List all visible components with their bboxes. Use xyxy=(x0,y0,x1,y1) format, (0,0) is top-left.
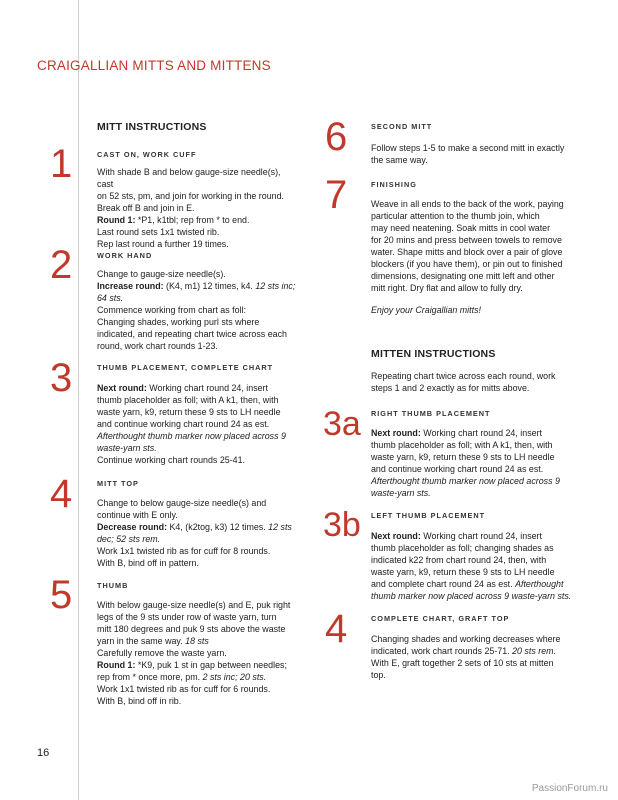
step-body-6: Follow steps 1-5 to make a second mitt in exactly the same way. xyxy=(371,143,565,165)
step-heading-3: THUMB PLACEMENT, COMPLETE CHART xyxy=(97,363,274,372)
step-body-4-mitten: Changing shades and working decreases where indicated, work chart rounds 25-71. 20 sts rem. With E, graft together 2 sets of 10 sts at mitten top. xyxy=(371,634,561,680)
step-body-5: With below gauge-size needle(s) and E, puk right legs of the 9 sts under row of waste yarn, turn mitt 180 degrees and puk 9 sts above the waste yarn in the same way. 18 sts Carefully remove the waste yarn. Round 1: *K9, puk 1 st in gap between needles; rep from * once more, pm. 2 sts inc; 20 sts. Work 1x1 twisted rib as for cuff for 6 rounds. With B, bind off in rib. xyxy=(97,600,291,706)
page-title: CRAIGALLIAN MITTS AND MITTENS xyxy=(37,58,271,73)
step-body-4: Change to below gauge-size needle(s) and continue with E only. Decrease round: K4, (k2tog, k3) 12 times. 12 sts dec; 52 sts rem. Work 1x1 twisted rib as for cuff for 8 rounds. With B, bind off in pattern. xyxy=(97,498,292,568)
watermark: PassionForum.ru xyxy=(531,783,608,794)
mitten-instructions-title: MITTEN INSTRUCTIONS xyxy=(371,348,496,360)
step-heading-6: SECOND MITT xyxy=(371,122,433,131)
step-number-3a: 3a xyxy=(323,405,361,443)
step-heading-1: CAST ON, WORK CUFF xyxy=(97,150,197,159)
page-number: 16 xyxy=(37,747,50,759)
step-number-4-mitten: 4 xyxy=(325,607,348,651)
step-number-3b: 3b xyxy=(323,506,361,544)
mitten-intro: Repeating chart twice across each round, work steps 1 and 2 exactly as for mitts above. xyxy=(371,371,556,393)
step-number-7: 7 xyxy=(325,173,348,217)
step-number-1: 1 xyxy=(50,142,73,186)
mitt-instructions-title: MITT INSTRUCTIONS xyxy=(97,121,207,133)
step-number-4: 4 xyxy=(50,472,73,516)
step-heading-3b: LEFT THUMB PLACEMENT xyxy=(371,511,486,520)
step-heading-7: FINISHING xyxy=(371,180,417,189)
step-heading-5: THUMB xyxy=(97,581,129,590)
step-number-6: 6 xyxy=(325,115,348,159)
step-number-3: 3 xyxy=(50,356,73,400)
step-body-3: Next round: Working chart round 24, insert thumb placeholder as foll; with A k1, then, with waste yarn, k9, return these 9 sts to LH needle and continue working chart round 24 as est. Afterthought thumb marker now placed across 9 waste-yarn sts. Continue working chart rounds 25-41. xyxy=(97,383,286,465)
gutter-rule xyxy=(78,0,79,800)
step-number-2: 2 xyxy=(50,243,73,287)
step-heading-2: WORK HAND xyxy=(97,251,153,260)
step-heading-3a: RIGHT THUMB PLACEMENT xyxy=(371,409,491,418)
step-heading-4-mitten: COMPLETE CHART, GRAFT TOP xyxy=(371,614,510,623)
step-body-2: Change to gauge-size needle(s). Increase round: (K4, m1) 12 times, k4. 12 sts inc; 64 sts. Commence working from chart as foll: Changing shades, working purl sts where indicated, and repeating chart twice across each round, work chart rounds 1-23. xyxy=(97,269,296,351)
step-number-5: 5 xyxy=(50,573,73,617)
step-body-1: With shade B and below gauge-size needle(s), cast on 52 sts, pm, and join for working in the round. Break off B and join in E. Round 1: *P1, k1tbl; rep from * to end. Last round sets 1x1 twisted rib. Rep last round a further 19 times. xyxy=(97,167,284,249)
step-body-7: Weave in all ends to the back of the work, paying particular attention to the thumb join, which may need neatening. Soak mitts in cool water for 20 mins and press between towels to remove water. Shape mitts and block over a pair of glove blockers (if you have them), or pin out to finished dimensions, designating one mitt left and other mitt right. Dry flat and allow to fully dry. Enjoy your Craigallian mitts! xyxy=(371,199,564,315)
step-body-3a: Next round: Working chart round 24, insert thumb placeholder as foll; with A k1, then, with waste yarn, k9, return these 9 sts to LH needle and continue working chart round 24 as est. Afterthought thumb marker now placed across 9 waste-yarn sts. xyxy=(371,428,560,498)
step-heading-4: MITT TOP xyxy=(97,479,139,488)
step-body-3b: Next round: Working chart round 24, insert thumb placeholder as foll; changing shades as indicated k22 from chart round 24, then, with waste yarn, k9, return these 9 sts to LH needle and complete chart round 24 as est. Afterthought thumb marker now placed across 9 waste-yarn sts. xyxy=(371,531,572,601)
